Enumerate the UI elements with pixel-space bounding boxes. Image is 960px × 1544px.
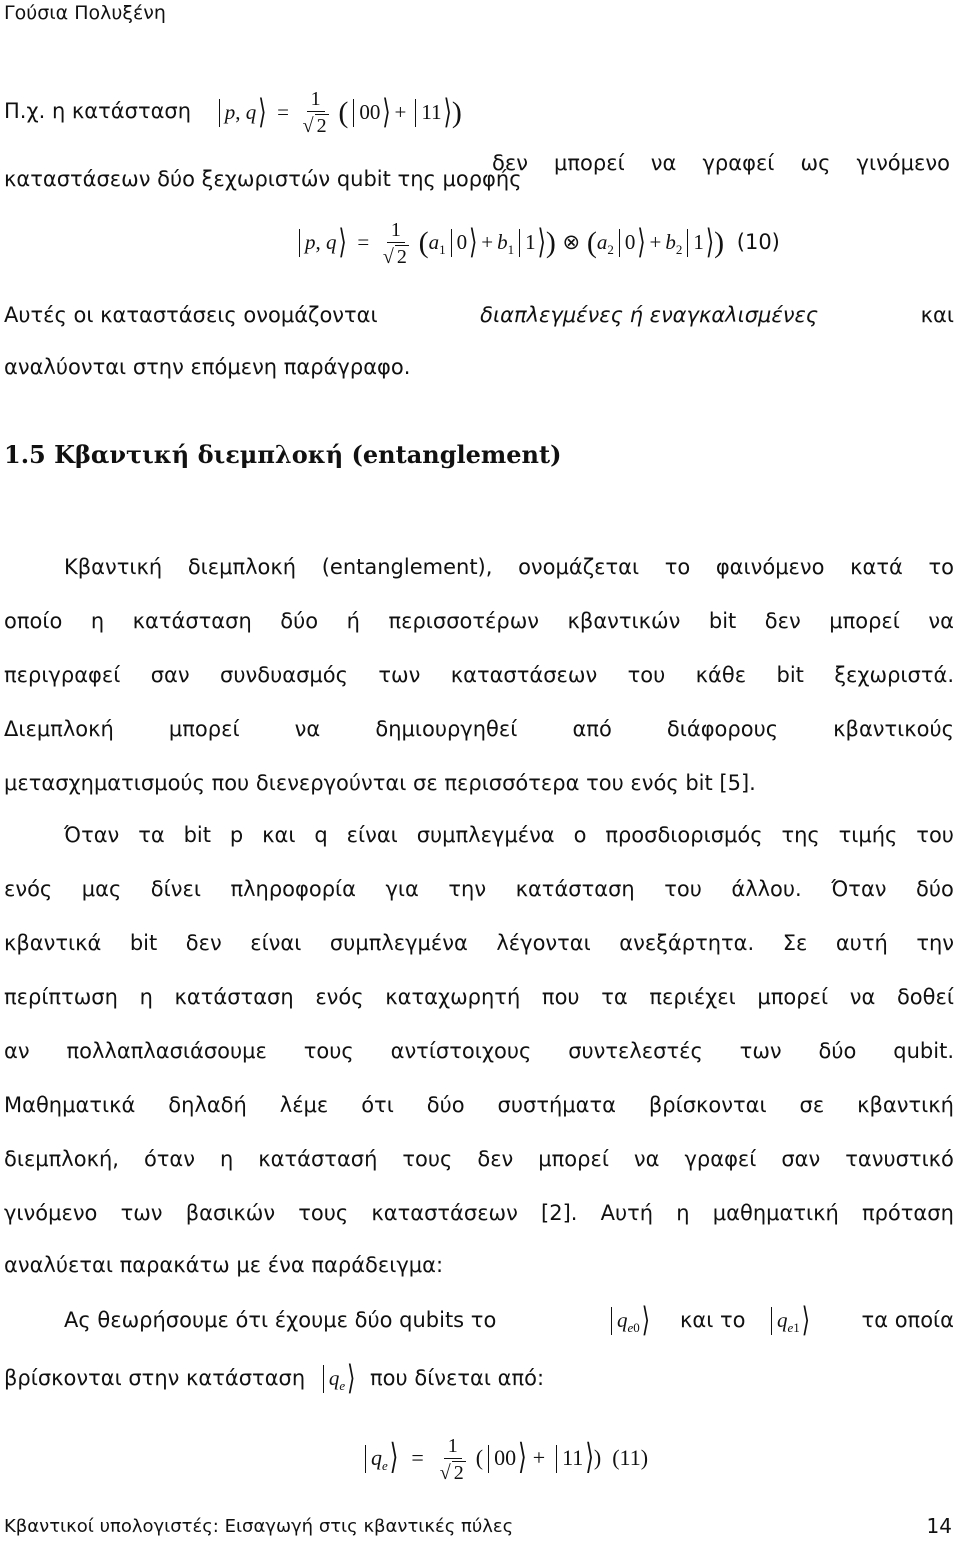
para-after-eq-line-1: Αυτές οι καταστάσεις ονομάζονται διαπλεγμένες ή εναγκαλισμένες και	[4, 300, 954, 330]
example-suffix: δεν μπορεί να γραφεί ως γινόμενο	[492, 150, 950, 175]
p1-line-4: Διεμπλοκή μπορεί να δημιουργηθεί από διάφορους κβαντικούς	[4, 717, 954, 741]
example-line-1	[4, 86, 954, 175]
p2-line-2: ενός μας δίνει πληροφορία για την κατάσταση του άλλου. Όταν δύο	[4, 877, 954, 901]
running-header: Γούσια Πολυξένη	[4, 2, 166, 24]
ket-qe: $q_e⟩$	[318, 1366, 362, 1390]
p2-line-6: Μαθηματικά δηλαδή λέμε ότι δύο συστήματα βρίσκονται σε κβαντική	[4, 1093, 954, 1117]
p1-line-1: Κβαντική διεμπλοκή (entanglement), ονομάζεται το φαινόμενο κατά το	[64, 555, 954, 579]
equation-number-10: (10)	[736, 230, 780, 254]
example-line-2: καταστάσεων δύο ξεχωριστών qubit της μορφής	[4, 167, 522, 191]
ket-qe1: $q_{e1}⟩$	[766, 1300, 810, 1348]
p1-line-3: περιγραφεί σαν συνδυασμός των καταστάσεων του κάθε bit ξεχωριστά.	[4, 663, 954, 687]
p2-line-7: διεμπλοκή, όταν η κατάστασή τους δεν μπορεί να γραφεί σαν τανυστικό	[4, 1147, 954, 1171]
p3-line-2: βρίσκονται στην κατάσταση $q_e⟩$ που δίνεται από:	[4, 1358, 545, 1398]
inline-equation-pq: p, q⟩ = $\frac{1}{√ 2}$ ( 00⟩ + 11⟩)	[214, 87, 462, 138]
p1-line-5: μετασχηματισμούς που διενεργούνται σε περισσότερα του ενός bit [5].	[4, 771, 756, 795]
section-heading: 1.5 Κβαντική διεμπλοκή (entanglement)	[4, 440, 562, 469]
example-prefix: Π.χ. η κατάσταση	[4, 99, 192, 123]
italic-terms: διαπλεγμένες ή εναγκαλισμένες	[480, 303, 819, 327]
equation-10: p, q⟩ = $\frac{1}{√ 2}$ ($a_1$ 0⟩ + $b_1$ 1⟩) ⊗ ($a_2$ 0⟩ + $b_2$ 1⟩) (10)	[294, 214, 780, 270]
p1-line-2: οποίο η κατάσταση δύο ή περισσοτέρων κβαντικών bit δεν μπορεί να	[4, 609, 954, 633]
p2-line-1: Όταν τα bit p και q είναι συμπλεγμένα ο προσδιορισμός της τιμής του	[64, 823, 954, 847]
p2-line-3: κβαντικά bit δεν είναι συμπλεγμένα λέγονται ανεξάρτητα. Σε αυτή την	[4, 931, 954, 955]
page-number: 14	[926, 1514, 952, 1538]
ket-qe0: $q_{e0}⟩$	[606, 1300, 650, 1348]
equation-11: $q_e⟩$ = $\frac{1}{√ 2}$ ( 00⟩ + 11⟩) (11)	[360, 1428, 648, 1488]
p2-line-9: αναλύεται παρακάτω με ένα παράδειγμα:	[4, 1253, 444, 1277]
p2-line-8: γινόμενο των βασικών τους καταστάσεων [2]. Αυτή η μαθηματική πρόταση	[4, 1201, 954, 1225]
p3-line-1: Ας θεωρήσουμε ότι έχουμε δύο qubits το $q_{e0}⟩$ και το $q_{e1}⟩$ τα οποία	[64, 1300, 954, 1340]
p2-line-5: αν πολλαπλασιάσουμε τους αντίστοιχους συντελεστές των δύο qubit.	[4, 1039, 954, 1063]
p2-line-4: περίπτωση η κατάσταση ενός καταχωρητή που τα περιέχει μπορεί να δοθεί	[4, 985, 954, 1009]
footer-title: Κβαντικοί υπολογιστές: Εισαγωγή στις κβαντικές πύλες	[4, 1516, 514, 1537]
para-after-eq-line-2: αναλύονται στην επόμενη παράγραφο.	[4, 355, 411, 379]
equation-number-11: (11)	[612, 1445, 649, 1470]
